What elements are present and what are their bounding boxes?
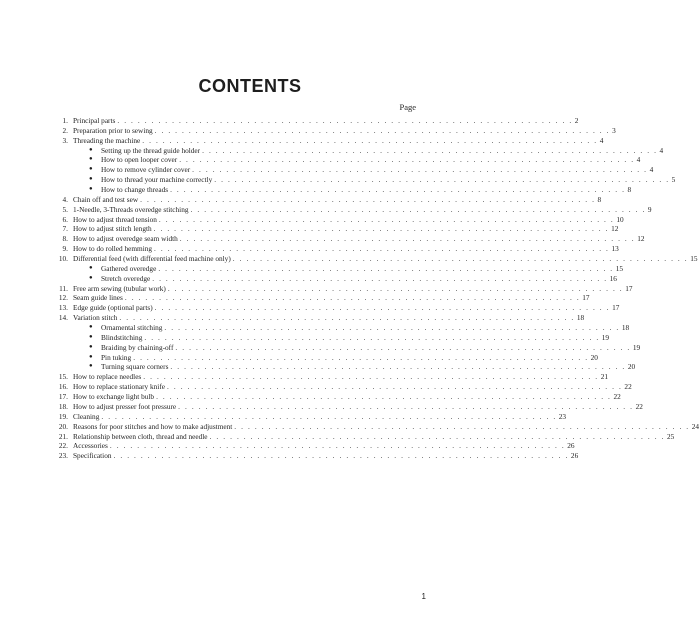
toc-entry-label: How to adjust thread tension — [73, 214, 157, 224]
toc-entry-label: How to replace stationary knife — [73, 382, 165, 392]
bullet-icon: ● — [89, 274, 93, 281]
toc-entry-label: Braiding by chaining-off — [101, 342, 174, 352]
toc-entry — [52, 451, 579, 461]
dot-leader: . . . . . . . . . . . . . . . . . . . . . . . . . . . . . . . . . . . . . . . . . . . . . . . . . . . . . . . . . . . . . . . . . . . — [167, 382, 623, 392]
toc-entry-label: Principal parts — [73, 116, 116, 125]
dot-leader: . . . . . . . . . . . . . . . . . . . . . . . . . . . . . . . . . . . . . . . . . . . . . . . . . . . . . . . . . . . . . . . . . . . — [109, 441, 566, 451]
toc-entry-label: Threading the machine — [73, 135, 141, 145]
toc-entry-label: How to change threads — [101, 185, 169, 195]
toc-subentry — [52, 145, 664, 156]
dot-leader: . . . . . . . . . . . . . . . . . . . . . . . . . . . . . . . . . . . . . . . . . . . . . . . . . . . . . . . . . . . . . . . . . . . — [144, 332, 600, 342]
dot-leader: . . . . . . . . . . . . . . . . . . . . . . . . . . . . . . . . . . . . . . . . . . . . . . . . . . . . . . . . . . . . . . . . . . . — [142, 135, 598, 145]
bullet-icon: ● — [89, 186, 93, 193]
toc-entry-line — [101, 332, 610, 343]
toc-entry-label: How to adjust overedge seam width — [73, 234, 178, 244]
toc-entry — [52, 204, 652, 215]
toc-entry — [52, 254, 698, 264]
toc-entry-label: Relationship between cloth, thread and needle — [73, 431, 208, 441]
table-of-contents — [52, 116, 699, 461]
page-title: CONTENTS — [198, 76, 302, 96]
toc-entry-number: 23. — [58, 451, 68, 461]
toc-subentry — [52, 273, 617, 284]
toc-entry-page: 19 — [601, 332, 610, 342]
dot-leader: . . . . . . . . . . . . . . . . . . . . . . . . . . . . . . . . . . . . . . . . . . . . . . . . . . . . . . . . . . . . . . . . . . . — [214, 175, 670, 185]
toc-entry-label: Specification — [73, 451, 112, 461]
toc-entry — [52, 382, 632, 392]
toc-entry-number: 1. — [62, 116, 68, 125]
dot-leader: . . . . . . . . . . . . . . . . . . . . . . . . . . . . . . . . . . . . . . . . . . . . . . . . . . . . . . . . . . . . . . . . . . . — [143, 372, 599, 382]
toc-entry-label: How to do rolled hemming — [73, 244, 153, 254]
toc-entry-line — [73, 392, 621, 402]
toc-entry-label: Blindstitching — [101, 332, 143, 342]
toc-entry-page: 2 — [574, 116, 579, 125]
toc-entry-page: 20 — [627, 362, 636, 372]
toc-entry-page: 8 — [627, 185, 632, 195]
toc-entry-page: 4 — [649, 165, 654, 175]
toc-entry-number: 5. — [62, 204, 68, 214]
toc-entry-page: 12 — [611, 224, 619, 234]
toc-entry — [52, 401, 643, 412]
toc-entry — [52, 244, 619, 254]
toc-entry-label: Setting up the thread guide holder — [101, 145, 201, 155]
toc-entry-page: 5 — [671, 175, 676, 185]
page-column-label: Page — [399, 102, 416, 112]
bullet-icon: ● — [89, 166, 93, 173]
toc-subentry — [52, 352, 598, 363]
toc-subentry — [52, 263, 624, 274]
toc-entry-label: Chain off and test sew — [73, 194, 139, 204]
dot-leader: . . . . . . . . . . . . . . . . . . . . . . . . . . . . . . . . . . . . . . . . . . . . . . . . . . . . . . . . . . . . . . . . . . . — [117, 116, 573, 125]
toc-entry-line — [101, 352, 598, 363]
toc-entry-number: 6. — [62, 214, 68, 224]
toc-entry-number: 19. — [58, 411, 68, 421]
toc-entry-page: 24 — [691, 421, 699, 431]
toc-entry-page: 15 — [615, 263, 624, 273]
toc-entry — [52, 214, 624, 225]
toc-entry-page: 22 — [613, 392, 621, 402]
dot-leader: . . . . . . . . . . . . . . . . . . . . . . . . . . . . . . . . . . . . . . . . . . . . . . . . . . . . . . . . . . . . . . . . . . . — [124, 293, 581, 303]
toc-entry — [52, 392, 621, 402]
toc-entry-page: 18 — [621, 323, 630, 333]
toc-entry-line — [73, 116, 579, 126]
toc-entry-line — [73, 401, 643, 412]
toc-subentry — [52, 323, 630, 333]
dot-leader: . . . . . . . . . . . . . . . . . . . . . . . . . . . . . . . . . . . . . . . . . . . . . . . . . . . . . . . . . . . . . . . . . . . — [192, 165, 648, 175]
toc-entry-line — [101, 165, 654, 175]
bullet-icon: ● — [89, 343, 93, 350]
dot-leader: . . . . . . . . . . . . . . . . . . . . . . . . . . . . . . . . . . . . . . . . . . . . . . . . . . . . . . . . . . . . . . . . . . . — [164, 323, 620, 333]
toc-entry-label: Turning square corners — [101, 362, 169, 372]
bullet-icon: ● — [89, 176, 93, 183]
dot-leader: . . . . . . . . . . . . . . . . . . . . . . . . . . . . . . . . . . . . . . . . . . . . . . . . . . . . . . . . . . . . . . . . . . . — [113, 451, 569, 461]
dot-leader: . . . . . . . . . . . . . . . . . . . . . . . . . . . . . . . . . . . . . . . . . . . . . . . . . . . . . . . . . . . . . . . . . . . — [156, 392, 612, 402]
toc-entry-line — [73, 224, 619, 234]
bullet-icon: ● — [89, 353, 93, 360]
toc-entry-page: 4 — [599, 135, 604, 145]
toc-entry-number: 7. — [62, 224, 68, 234]
toc-entry-number: 9. — [62, 244, 68, 254]
toc-entry — [52, 194, 602, 205]
toc-entry-page: 22 — [635, 401, 643, 411]
toc-subentry — [52, 155, 641, 165]
toc-entry-label: Gathered overedge — [101, 263, 157, 273]
dot-leader: . . . . . . . . . . . . . . . . . . . . . . . . . . . . . . . . . . . . . . . . . . . . . . . . . . . . . . . . . . . . . . . . . . . — [152, 273, 608, 283]
dot-leader: . . . . . . . . . . . . . . . . . . . . . . . . . . . . . . . . . . . . . . . . . . . . . . . . . . . . . . . . . . . . . . . . . . . — [167, 283, 624, 293]
dot-leader: . . . . . . . . . . . . . . . . . . . . . . . . . . . . . . . . . . . . . . . . . . . . . . . . . . . . . . . . . . . . . . . . . . . — [175, 342, 631, 352]
toc-entry-number: 13. — [58, 303, 68, 313]
toc-entry-line — [73, 244, 619, 254]
toc-subentry — [52, 185, 632, 195]
toc-entry-line — [73, 303, 620, 313]
toc-entry-line — [73, 234, 645, 244]
toc-entry-label: How to adjust stitch length — [73, 224, 152, 234]
dot-leader: . . . . . . . . . . . . . . . . . . . . . . . . . . . . . . . . . . . . . . . . . . . . . . . . . . . . . . . . . . . . . . . . . . . — [153, 224, 610, 234]
toc-entry-line — [101, 273, 617, 284]
toc-entry — [52, 125, 616, 136]
toc-entry-line — [73, 372, 608, 382]
bullet-icon: ● — [89, 324, 93, 331]
toc-entry-number: 14. — [58, 313, 68, 323]
toc-entry-page: 9 — [647, 204, 652, 214]
toc-entry-page: 12 — [637, 234, 645, 244]
toc-entry-page: 17 — [612, 303, 620, 313]
toc-entry-page: 3 — [612, 125, 616, 135]
bullet-icon: ● — [89, 156, 93, 163]
toc-entry-number: 2. — [62, 125, 68, 135]
toc-subentry — [52, 342, 641, 353]
toc-entry-line — [73, 313, 585, 323]
toc-entry-line — [73, 451, 579, 461]
toc-entry-label: Reasons for poor stitches and how to make adjustment — [73, 421, 233, 431]
toc-entry-label: How to replace needles — [73, 372, 142, 382]
toc-entry-line — [101, 155, 641, 165]
toc-entry-page: 19 — [632, 342, 641, 352]
toc-entry-line — [101, 323, 630, 333]
toc-entry-number: 12. — [58, 293, 68, 303]
toc-entry-number: 16. — [58, 382, 68, 392]
toc-entry-page: 25 — [666, 431, 675, 441]
dot-leader: . . . . . . . . . . . . . . . . . . . . . . . . . . . . . . . . . . . . . . . . . . . . . . . . . . . . . . . . . . . . . . . . . . . — [154, 303, 611, 313]
dot-leader: . . . . . . . . . . . . . . . . . . . . . . . . . . . . . . . . . . . . . . . . . . . . . . . . . . . . . . . . . . . . . . . . . . . — [179, 234, 636, 244]
toc-entry-line — [73, 293, 590, 303]
dot-leader: . . . . . . . . . . . . . . . . . . . . . . . . . . . . . . . . . . . . . . . . . . . . . . . . . . . . . . . . . . . . . . . . . . . — [190, 204, 646, 214]
toc-entry — [52, 224, 619, 234]
toc-entry-number: 3. — [62, 135, 68, 145]
toc-entry — [52, 116, 579, 126]
toc-subentry — [52, 362, 636, 372]
dot-leader: . . . . . . . . . . . . . . . . . . . . . . . . . . . . . . . . . . . . . . . . . . . . . . . . . . . . . . . . . . . . . . . . . . . — [170, 362, 626, 372]
toc-entry-label: Edge guide (optional parts) — [73, 303, 153, 313]
toc-entry-line — [73, 254, 698, 264]
toc-entry-label: Pin tuking — [101, 352, 132, 362]
toc-entry-line — [101, 342, 641, 353]
toc-entry-page: 4 — [636, 155, 641, 165]
toc-entry-line — [73, 382, 632, 392]
toc-entry-label: Differential feed (with differential feed machine only) — [73, 254, 231, 264]
toc-entry-label: Preparation prior to sewing — [73, 125, 153, 135]
toc-entry-page: 22 — [624, 382, 632, 392]
toc-entry-number: 21. — [58, 431, 68, 441]
toc-entry-line — [101, 263, 624, 274]
toc-entry-page: 18 — [576, 313, 585, 323]
toc-entry-number: 11. — [59, 283, 68, 293]
toc-entry-line — [73, 431, 675, 442]
dot-leader: . . . . . . . . . . . . . . . . . . . . . . . . . . . . . . . . . . . . . . . . . . . . . . . . . . . . . . . . . . . . . . . . . . . — [232, 254, 689, 264]
toc-entry-number: 17. — [58, 392, 68, 402]
dot-leader: . . . . . . . . . . . . . . . . . . . . . . . . . . . . . . . . . . . . . . . . . . . . . . . . . . . . . . . . . . . . . . . . . . . — [158, 214, 615, 224]
toc-entry-label: Free arm sewing (tubular work) — [73, 283, 166, 293]
toc-entry-page: 21 — [600, 372, 608, 382]
dot-leader: . . . . . . . . . . . . . . . . . . . . . . . . . . . . . . . . . . . . . . . . . . . . . . . . . . . . . . . . . . . . . . . . . . . — [101, 411, 557, 421]
dot-leader: . . . . . . . . . . . . . . . . . . . . . . . . . . . . . . . . . . . . . . . . . . . . . . . . . . . . . . . . . . . . . . . . . . . — [140, 194, 596, 204]
toc-entry-label: Cleaning — [73, 411, 100, 421]
toc-subentry — [52, 165, 654, 175]
toc-entry-line — [101, 145, 664, 156]
toc-entry-label: Ornamental stitching — [101, 323, 163, 333]
toc-entry-label: Variation stitch — [73, 313, 118, 323]
toc-entry — [52, 411, 567, 422]
dot-leader: . . . . . . . . . . . . . . . . . . . . . . . . . . . . . . . . . . . . . . . . . . . . . . . . . . . . . . . . . . . . . . . . . . . — [170, 185, 626, 195]
toc-entry-label: How to remove cylinder cover — [101, 165, 191, 175]
toc-entry-page: 15 — [690, 254, 698, 264]
toc-entry-line — [73, 214, 624, 225]
toc-entry-line — [101, 362, 636, 372]
toc-entry-page: 4 — [659, 145, 664, 155]
toc-entry-label: How to adjust presser foot pressure — [73, 401, 177, 411]
toc-entry — [52, 421, 699, 432]
toc-entry-number: 8. — [62, 234, 68, 244]
toc-entry-label: How to exchange light bulb — [73, 392, 155, 402]
dot-leader: . . . . . . . . . . . . . . . . . . . . . . . . . . . . . . . . . . . . . . . . . . . . . . . . . . . . . . . . . . . . . . . . . . . — [154, 244, 610, 254]
toc-entry — [52, 441, 575, 451]
toc-entry — [52, 303, 620, 313]
toc-entry-page: 26 — [570, 451, 579, 461]
toc-entry-label: How to thread your machine correctly — [101, 175, 213, 185]
toc-entry-line — [73, 441, 575, 451]
toc-entry-page: 16 — [609, 273, 617, 283]
toc-entry-page: 10 — [616, 214, 624, 224]
toc-entry-line — [73, 421, 699, 432]
dot-leader: . . . . . . . . . . . . . . . . . . . . . . . . . . . . . . . . . . . . . . . . . . . . . . . . . . . . . . . . . . . . . . . . . . . — [234, 421, 690, 431]
toc-entry-label: Stretch overedge — [101, 273, 151, 283]
dot-leader: . . . . . . . . . . . . . . . . . . . . . . . . . . . . . . . . . . . . . . . . . . . . . . . . . . . . . . . . . . . . . . . . . . . — [133, 352, 589, 362]
dot-leader: . . . . . . . . . . . . . . . . . . . . . . . . . . . . . . . . . . . . . . . . . . . . . . . . . . . . . . . . . . . . . . . . . . . — [209, 431, 665, 441]
toc-entry-label: Seam guide lines — [73, 293, 123, 303]
toc-entry-page: 26 — [567, 441, 575, 451]
toc-entry — [52, 293, 590, 303]
toc-entry-line — [73, 411, 567, 422]
toc-subentry — [52, 332, 610, 343]
toc-entry-number: 10. — [58, 254, 68, 264]
toc-entry-line — [101, 175, 676, 185]
toc-entry-page: 13 — [611, 244, 619, 254]
toc-entry — [52, 135, 604, 146]
toc-entry-line — [73, 194, 602, 205]
footer-page-number: 1 — [421, 592, 426, 601]
toc-entry — [52, 431, 675, 442]
toc-entry-number: 4. — [62, 194, 68, 204]
dot-leader: . . . . . . . . . . . . . . . . . . . . . . . . . . . . . . . . . . . . . . . . . . . . . . . . . . . . . . . . . . . . . . . . . . . — [202, 145, 658, 155]
toc-entry-number: 20. — [58, 421, 68, 431]
toc-subentry — [52, 175, 676, 185]
toc-entry-line — [73, 135, 604, 146]
toc-entry-line — [73, 283, 633, 294]
bullet-icon: ● — [89, 264, 93, 271]
toc-entry-page: 17 — [582, 293, 590, 303]
dot-leader: . . . . . . . . . . . . . . . . . . . . . . . . . . . . . . . . . . . . . . . . . . . . . . . . . . . . . . . . . . . . . . . . . . . — [178, 401, 634, 411]
dot-leader: . . . . . . . . . . . . . . . . . . . . . . . . . . . . . . . . . . . . . . . . . . . . . . . . . . . . . . . . . . . . . . . . . . . — [154, 125, 611, 135]
bullet-icon: ● — [89, 363, 93, 370]
toc-entry-page: 17 — [625, 283, 633, 293]
toc-entry-page: 23 — [558, 411, 567, 421]
toc-entry — [52, 234, 645, 244]
toc-entry-line — [73, 204, 652, 215]
dot-leader: . . . . . . . . . . . . . . . . . . . . . . . . . . . . . . . . . . . . . . . . . . . . . . . . . . . . . . . . . . . . . . . . . . . — [119, 313, 575, 323]
toc-entry — [52, 372, 608, 382]
toc-entry-number: 18. — [58, 401, 68, 411]
dot-leader: . . . . . . . . . . . . . . . . . . . . . . . . . . . . . . . . . . . . . . . . . . . . . . . . . . . . . . . . . . . . . . . . . . . — [158, 263, 614, 273]
bullet-icon: ● — [89, 333, 93, 340]
toc-entry-number: 15. — [58, 372, 68, 382]
toc-entry-page: 20 — [590, 352, 598, 362]
toc-entry — [52, 313, 585, 323]
toc-entry-number: 22. — [58, 441, 68, 451]
dot-leader: . . . . . . . . . . . . . . . . . . . . . . . . . . . . . . . . . . . . . . . . . . . . . . . . . . . . . . . . . . . . . . . . . . . — [179, 155, 635, 165]
toc-entry-page: 8 — [597, 194, 602, 204]
toc-entry-label: 1-Needle, 3-Threads overedge stitching — [73, 204, 189, 214]
toc-entry-line — [73, 125, 616, 136]
toc-entry-label: Accessories — [73, 441, 108, 451]
toc-entry-line — [101, 185, 632, 195]
toc-entry-label: How to open looper cover — [101, 155, 178, 165]
toc-entry — [52, 283, 633, 294]
bullet-icon: ● — [89, 146, 93, 153]
